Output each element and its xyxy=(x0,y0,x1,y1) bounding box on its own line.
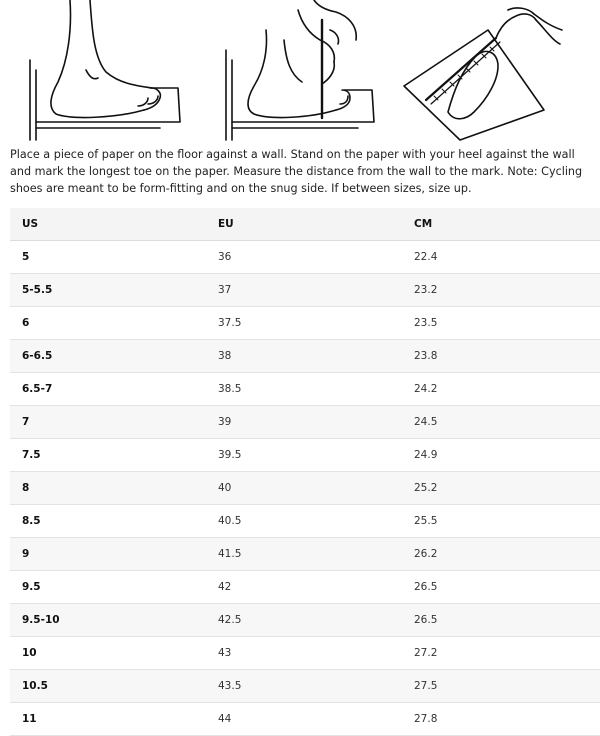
table-row xyxy=(10,505,600,538)
cell-us: 11 xyxy=(22,713,37,725)
cell-eu: 38.5 xyxy=(218,383,242,395)
cell-cm: 27.5 xyxy=(414,680,438,692)
cell-eu: 39.5 xyxy=(218,449,242,461)
table-row xyxy=(10,604,600,637)
mark-toe-illustration xyxy=(218,0,388,142)
foot-on-paper-illustration xyxy=(20,0,190,142)
table-row xyxy=(10,439,600,472)
cell-eu: 37 xyxy=(218,284,232,296)
cell-us: 6 xyxy=(22,317,30,329)
header-cm: CM xyxy=(402,208,600,241)
cell-us: 5-5.5 xyxy=(22,284,53,296)
cell-us: 7.5 xyxy=(22,449,41,461)
cell-us: 9.5-10 xyxy=(22,614,60,626)
shoe-size-table xyxy=(10,208,600,736)
cell-eu: 42.5 xyxy=(218,614,242,626)
cell-cm: 24.2 xyxy=(414,383,438,395)
table-row xyxy=(10,571,600,604)
cell-us: 5 xyxy=(22,251,30,263)
cell-cm: 26.5 xyxy=(414,581,438,593)
cell-eu: 36 xyxy=(218,251,232,263)
mark-toe-drawing xyxy=(218,0,388,142)
measurement-illustrations xyxy=(0,0,600,142)
table-header-row xyxy=(10,208,600,241)
table-row xyxy=(10,340,600,373)
cell-eu: 37.5 xyxy=(218,317,242,329)
table-row xyxy=(10,538,600,571)
cell-eu: 44 xyxy=(218,713,232,725)
cell-cm: 24.9 xyxy=(414,449,438,461)
cell-eu: 40.5 xyxy=(218,515,242,527)
cell-cm: 27.8 xyxy=(414,713,438,725)
cell-cm: 27.2 xyxy=(414,647,438,659)
cell-eu: 43 xyxy=(218,647,232,659)
cell-us: 6-6.5 xyxy=(22,350,53,362)
cell-eu: 43.5 xyxy=(218,680,242,692)
table-row xyxy=(10,670,600,703)
cell-eu: 40 xyxy=(218,482,232,494)
cell-eu: 38 xyxy=(218,350,232,362)
cell-us: 8 xyxy=(22,482,30,494)
table-row xyxy=(10,274,600,307)
cell-us: 8.5 xyxy=(22,515,41,527)
header-us: US xyxy=(10,208,206,241)
cell-cm: 23.8 xyxy=(414,350,438,362)
cell-eu: 41.5 xyxy=(218,548,242,560)
cell-eu: 39 xyxy=(218,416,232,428)
table-row xyxy=(10,472,600,505)
measure-paper-illustration xyxy=(396,0,566,142)
cell-us: 10 xyxy=(22,647,37,659)
cell-us: 10.5 xyxy=(22,680,48,692)
table-row xyxy=(10,703,600,736)
cell-cm: 23.2 xyxy=(414,284,438,296)
table-row xyxy=(10,307,600,340)
cell-us: 7 xyxy=(22,416,30,428)
cell-cm: 26.2 xyxy=(414,548,438,560)
table-row xyxy=(10,406,600,439)
cell-cm: 25.2 xyxy=(414,482,438,494)
cell-us: 9.5 xyxy=(22,581,41,593)
table-row xyxy=(10,373,600,406)
measure-paper-drawing xyxy=(396,0,566,142)
cell-cm: 23.5 xyxy=(414,317,438,329)
header-eu: EU xyxy=(206,208,402,241)
table-row xyxy=(10,241,600,274)
cell-us: 6.5-7 xyxy=(22,383,53,395)
cell-cm: 25.5 xyxy=(414,515,438,527)
cell-cm: 24.5 xyxy=(414,416,438,428)
cell-eu: 42 xyxy=(218,581,232,593)
cell-us: 9 xyxy=(22,548,30,560)
foot-on-paper-drawing xyxy=(20,0,190,142)
measurement-instructions: Place a piece of paper on the floor against a wall. Stand on the paper with your heel against the wall and mark the longest toe on the paper. Measure the distance from the wall to the mark. Note: Cycling shoes are meant to be form-fitting and on the snug side. If between sizes, size up. xyxy=(10,148,583,195)
cell-cm: 26.5 xyxy=(414,614,438,626)
table-row xyxy=(10,637,600,670)
cell-cm: 22.4 xyxy=(414,251,438,263)
